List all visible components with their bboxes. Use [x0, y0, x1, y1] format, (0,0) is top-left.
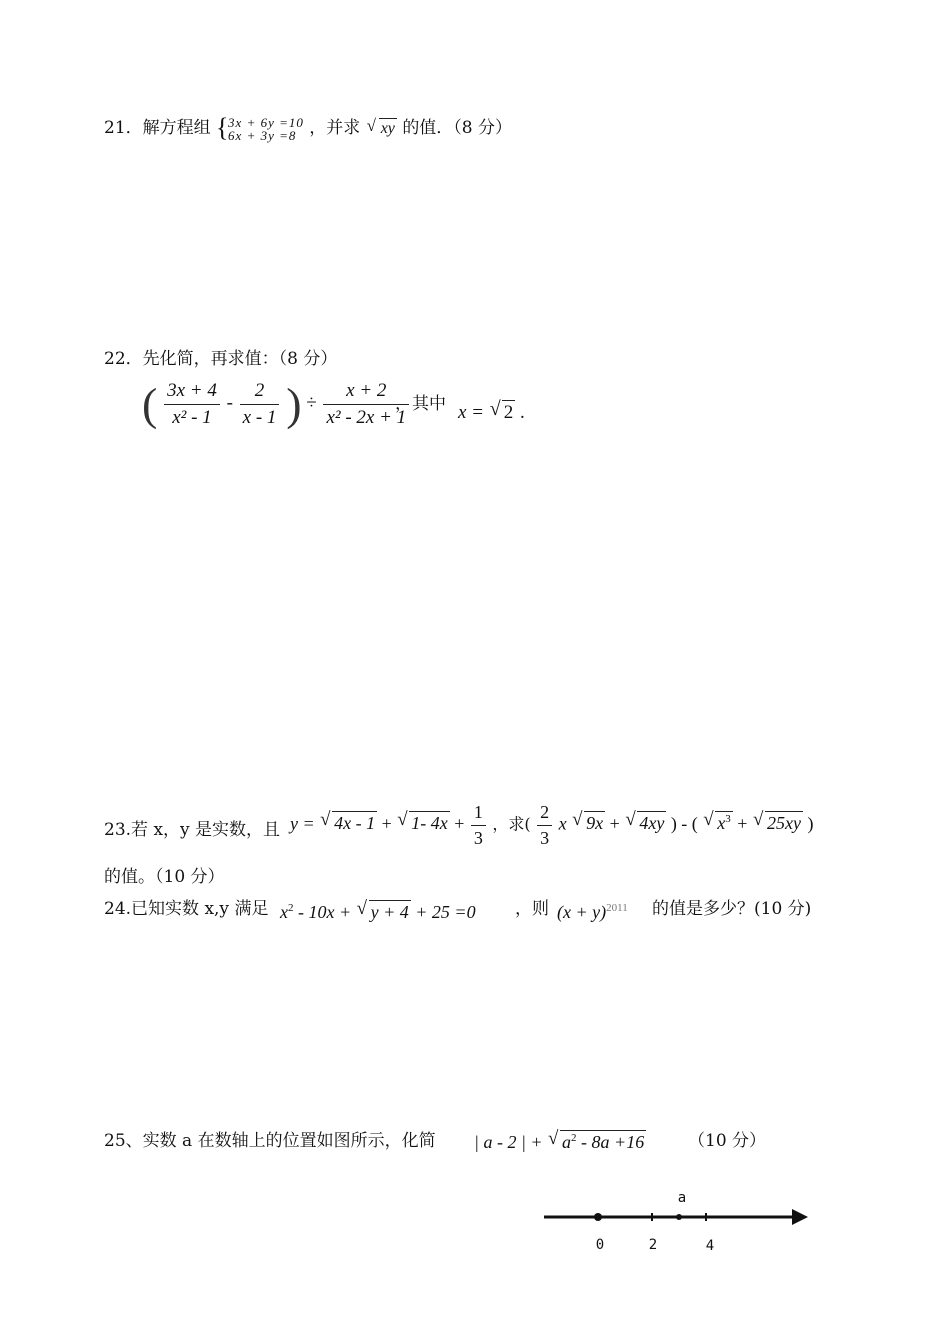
q23-sqrt-3: √ 9x — [573, 811, 605, 834]
q24-label: 24.已知实数 x,y 满足 — [104, 899, 269, 919]
number-line-figure — [540, 1180, 820, 1260]
q21-sqrt: √ xy — [368, 118, 397, 138]
q22-fraction-2: $\frac{2}{x - 1}$ — [240, 380, 280, 429]
q23-expression: y = √ 4x - 1 + √ 1- 4x + $\frac{1}{3}$ ，求( $\frac{2}{3}$ x √ 9x + √ 4xy ) - ( √ $x^3$ + √ 25xy ) — [290, 802, 813, 848]
q22-divide: ÷ — [306, 392, 317, 414]
question-21 — [104, 113, 512, 142]
q25-sqrt: √ $a^2 - 8a +16$ — [549, 1130, 646, 1153]
q23-sqrt-4: √ 4xy — [626, 811, 666, 834]
q25-expression: | a - 2 | + √ $a^2 - 8a +16$ — [474, 1130, 646, 1153]
q23-fraction-third: $\frac{1}{3}$ — [471, 802, 486, 848]
q22-fraction-3: $\frac{x + 2}{\text{x² - 2x + 1}}$ — [323, 380, 409, 429]
q24-expression: $x^2 - 10x$ + √ y + 4 + 25 =0 — [280, 900, 476, 923]
q25-tail: （10 分） — [688, 1131, 767, 1151]
q22-left-paren: ( — [142, 378, 158, 430]
q22-label: 22．先化简，再求值：（8 分） — [104, 349, 338, 369]
q22-right-paren: ) — [286, 378, 302, 430]
tick-label-0: 0 — [595, 1237, 605, 1253]
q23-sqrt-2: √ 1- 4x — [398, 811, 449, 834]
q23-sqrt-1: √ 4x - 1 — [321, 811, 377, 834]
q21-mid: ，并求 — [309, 118, 361, 138]
tick-label-2: 2 — [648, 1237, 658, 1253]
q23-sqrt-5: √ $x^3$ — [704, 811, 733, 834]
q24-sqrt: √ y + 4 — [358, 900, 411, 923]
q23-sqrt-6: √ 25xy — [754, 811, 803, 834]
q22-condition-text: ，其中 — [395, 394, 446, 414]
q24-tail: 的值是多少？(10 分) — [652, 899, 812, 919]
tick-label-4: 4 — [705, 1238, 715, 1254]
q23-fraction-two-thirds: $\frac{2}{3}$ — [537, 802, 552, 848]
q21-equation-system — [216, 116, 304, 142]
number-line-arrow-icon — [792, 1209, 808, 1225]
point-a-dot — [676, 1214, 682, 1220]
tick-dot-0 — [594, 1213, 602, 1221]
q22-condition: x = √ 2 . — [458, 400, 525, 424]
q24-power: $(x + y)^{2011}$ — [557, 902, 628, 922]
point-a-label: a — [677, 1190, 687, 1206]
q21-eq1: { 3x + 6y =10 — [228, 114, 304, 130]
q23-label: 23.若 x，y 是实数，且 — [104, 820, 281, 840]
q23-line2: 的值。（10 分） — [104, 867, 225, 887]
q22-expression — [142, 380, 411, 429]
q25-label: 25、实数 a 在数轴上的位置如图所示，化简 — [104, 1131, 436, 1151]
q22-sqrt-2: √ 2 — [491, 400, 516, 424]
q22-minus: - — [226, 392, 233, 414]
q21-label: 21．解方程组 — [104, 118, 211, 138]
q22-fraction-1: $\frac{3x + 4}{\text{x² - 1}}$ — [164, 380, 220, 429]
q21-tail: 的值．（8 分） — [402, 118, 513, 138]
q24-then: ，则 — [515, 899, 549, 919]
q21-eq2: 6x + 3y =8 — [228, 127, 297, 143]
